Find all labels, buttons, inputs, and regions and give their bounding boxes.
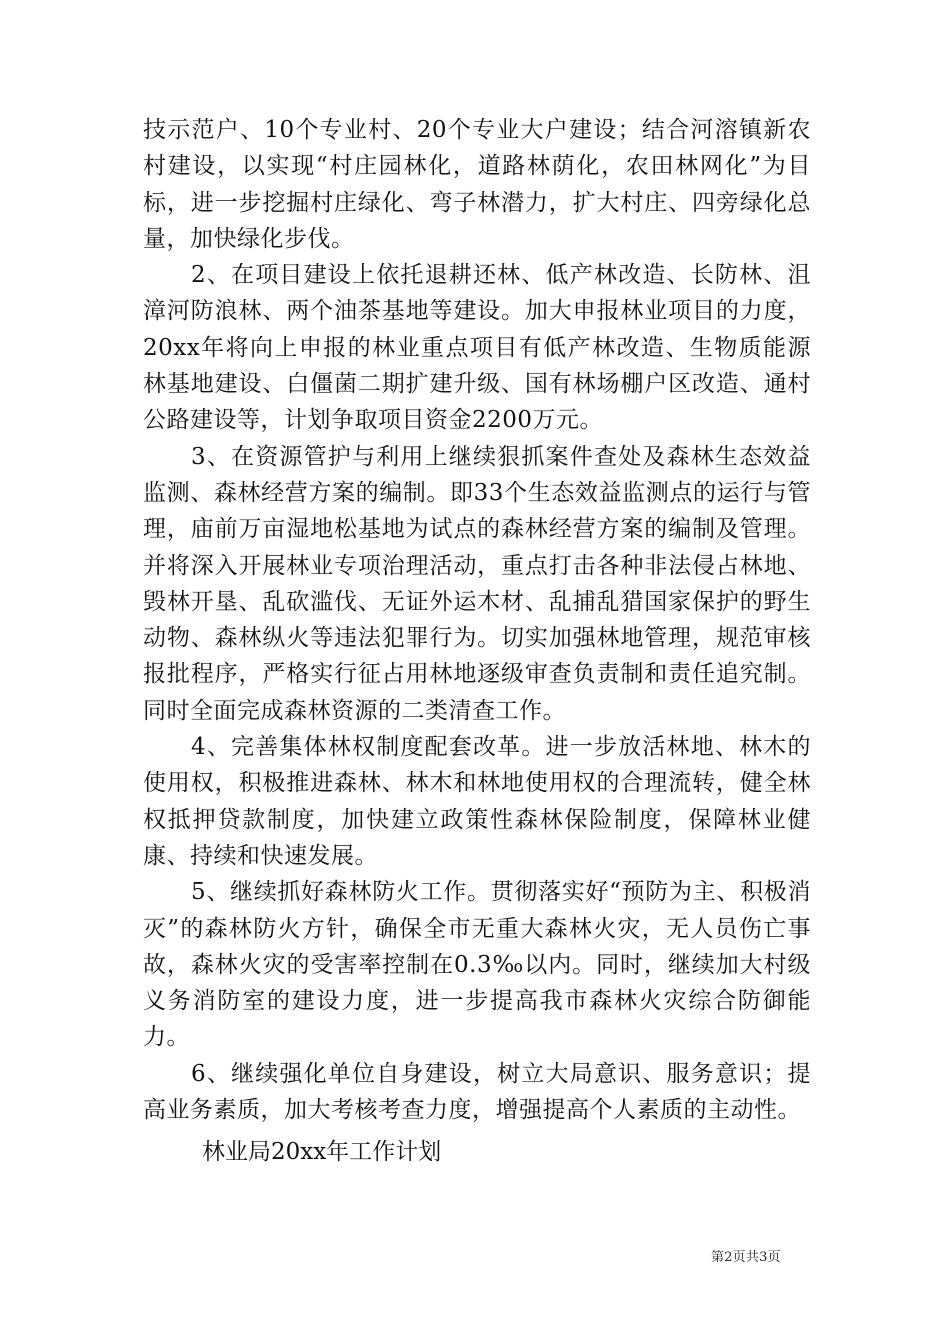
closing-title: 林业局20xx年工作计划 xyxy=(202,1139,442,1166)
paragraph-item-6: 6、继续强化单位自身建设，树立大局意识、服务意识；提高业务素质，加大考核考查力度，增强提高个人素质的主动性。 xyxy=(143,1060,811,1124)
paragraph-item-3: 3、在资源管护与利用上继续狠抓案件查处及森林生态效益监测、森林经营方案的编制。即33个生态效益监测点的运行与管理，庙前万亩湿地松基地为试点的森林经营方案的编制及管理。并将深入开展林业专项治理活动，重点打击各种非法侵占林地、毁林开垦、乱砍滥伐、无证外运木材、乱捕乱猎国家保护的野生动物、森林纵火等违法犯罪行为。切实加强林地管理，规范审核报批程序，严格实行征占用林地逐级审查负责制和责任追究制。同时全面完成森林资源的二类清查工作。 xyxy=(143,443,811,724)
paragraph-item-5: 5、继续抓好森林防火工作。贯彻落实好“预防为主、积极消灭”的森林防火方针，确保全市无重大森林火灾，无人员伤亡事故，森林火灾的受害率控制在0.3‰以内。同时，继续加大村级义务消防室的建设力度，进一步提高我市森林火灾综合防御能力。 xyxy=(143,879,811,1051)
paragraph-continuation: 技示范户、10个专业村、20个专业大户建设；结合河溶镇新农村建设，以实现“村庄园林化，道路林荫化，农田林网化”为目标，进一步挖掘村庄绿化、弯子林潜力，扩大村庄、四旁绿化总量，加快绿化步伐。 xyxy=(143,117,811,252)
paragraph-item-4: 4、完善集体林权制度配套改革。进一步放活林地、林木的使用权，积极推进森林、林木和林地使用权的合理流转，健全林权抵押贷款制度，加快建立政策性森林保险制度，保障林业健康、持续和快速发展。 xyxy=(143,734,811,869)
document-body xyxy=(143,112,811,1170)
page-indicator: 第2页共3页 xyxy=(711,1250,781,1265)
paragraph-item-2: 2、在项目建设上依托退耕还林、低产林改造、长防林、沮漳河防浪林、两个油茶基地等建设。加大申报林业项目的力度，20xx年将向上申报的林业重点项目有低产林改造、生物质能源林基地建设、白僵菌二期扩建升级、国有林场棚户区改造、通村公路建设等，计划争取项目资金2200万元。 xyxy=(143,262,811,434)
